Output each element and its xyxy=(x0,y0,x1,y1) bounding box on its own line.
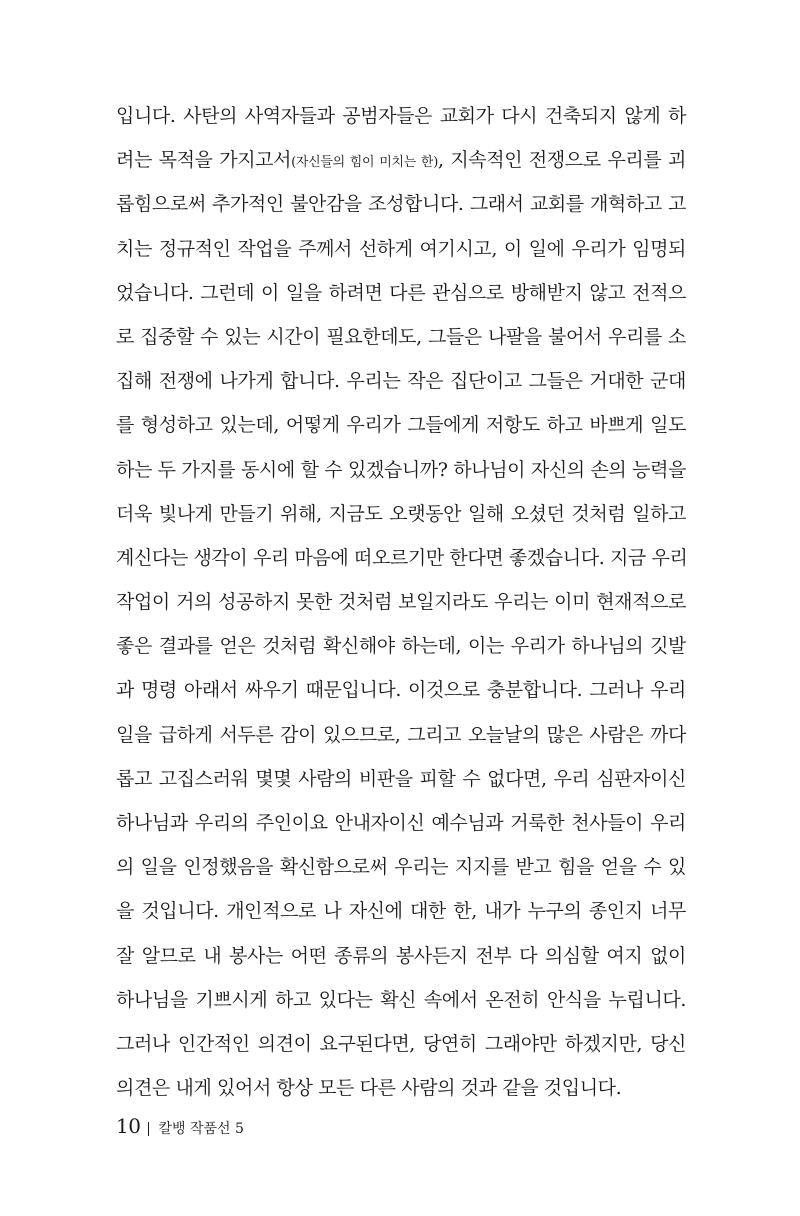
book-title: 칼뱅 작품선 5 xyxy=(158,1121,244,1137)
text-line: 더욱 빛나게 만들기 위해, 지금도 오랫동안 일해 오셨던 것처럼 일하고 xyxy=(116,502,686,525)
body-text xyxy=(116,94,686,1110)
text-line: 하나님을 기쁘시게 하고 있다는 확신 속에서 온전히 안식을 누립니다. xyxy=(116,988,686,1011)
text-line: 을 것입니다. 개인적으로 나 자신에 대한 한, 내가 누구의 종인지 너무 xyxy=(116,900,686,923)
text-line: 잘 알므로 내 봉사는 어떤 종류의 봉사든지 전부 다 의심할 여지 없이 xyxy=(116,944,686,967)
text-segment: 려는 목적을 가지고서 xyxy=(116,149,292,172)
text-line: 입니다. 사탄의 사역자들과 공범자들은 교회가 다시 건축되지 않게 하 xyxy=(116,105,686,127)
page-number: 10 xyxy=(116,1114,141,1138)
text-line: 일을 급하게 서두른 감이 있으므로, 그리고 오늘날의 많은 사람은 까다 xyxy=(116,723,686,746)
text-line xyxy=(116,138,686,182)
text-line: 롭고 고집스러워 몇몇 사람의 비판을 피할 수 없다면, 우리 심판자이신 xyxy=(116,767,686,790)
footer-divider xyxy=(148,1122,149,1136)
text-line: 작업이 거의 성공하지 못한 것처럼 보일지라도 우리는 이미 현재적으로 xyxy=(116,591,686,614)
text-line: 그러나 인간적인 의견이 요구된다면, 당연히 그래야만 하겠지만, 당신 xyxy=(116,1032,686,1055)
text-line: 집해 전쟁에 나가게 합니다. 우리는 작은 집단이고 그들은 거대한 군대 xyxy=(116,370,686,393)
parenthetical-note: (자신들의 힘이 미치는 한) xyxy=(291,155,438,171)
text-line: 의 일을 인정했음을 확신함으로써 우리는 지지를 받고 힘을 얻을 수 있 xyxy=(116,856,686,879)
text-line: 를 형성하고 있는데, 어떻게 우리가 그들에게 저항도 하고 바쁘게 일도 xyxy=(116,414,686,437)
text-line: 롭힘으로써 추가적인 불안감을 조성합니다. 그래서 교회를 개혁하고 고 xyxy=(116,193,686,216)
text-line: 로 집중할 수 있는 시간이 필요한데도, 그들은 나팔을 불어서 우리를 소 xyxy=(116,325,686,348)
page-footer xyxy=(116,1111,244,1141)
text-line: 좋은 결과를 얻은 것처럼 확신해야 하는데, 이는 우리가 하나님의 깃발 xyxy=(116,635,686,658)
text-line: 의견은 내게 있어서 항상 모든 다른 사람의 것과 같을 것입니다. xyxy=(116,1077,622,1100)
text-line: 계신다는 생각이 우리 마음에 떠오르기만 한다면 좋겠습니다. 지금 우리 xyxy=(116,546,688,569)
text-line: 치는 정규적인 작업을 주께서 선하게 여기시고, 이 일에 우리가 임명되 xyxy=(116,237,686,260)
text-line: 하는 두 가지를 동시에 할 수 있겠습니까? 하나님이 자신의 손의 능력을 xyxy=(116,458,686,481)
text-line: 하나님과 우리의 주인이요 안내자이신 예수님과 거룩한 천사들이 우리 xyxy=(116,812,686,834)
text-line: 었습니다. 그런데 이 일을 하려면 다른 관심으로 방해받지 않고 전적으 xyxy=(116,281,686,304)
text-segment: , 지속적인 전쟁으로 우리를 괴 xyxy=(437,149,686,172)
text-line: 과 명령 아래서 싸우기 때문입니다. 이것으로 충분합니다. 그러나 우리 xyxy=(116,679,686,702)
